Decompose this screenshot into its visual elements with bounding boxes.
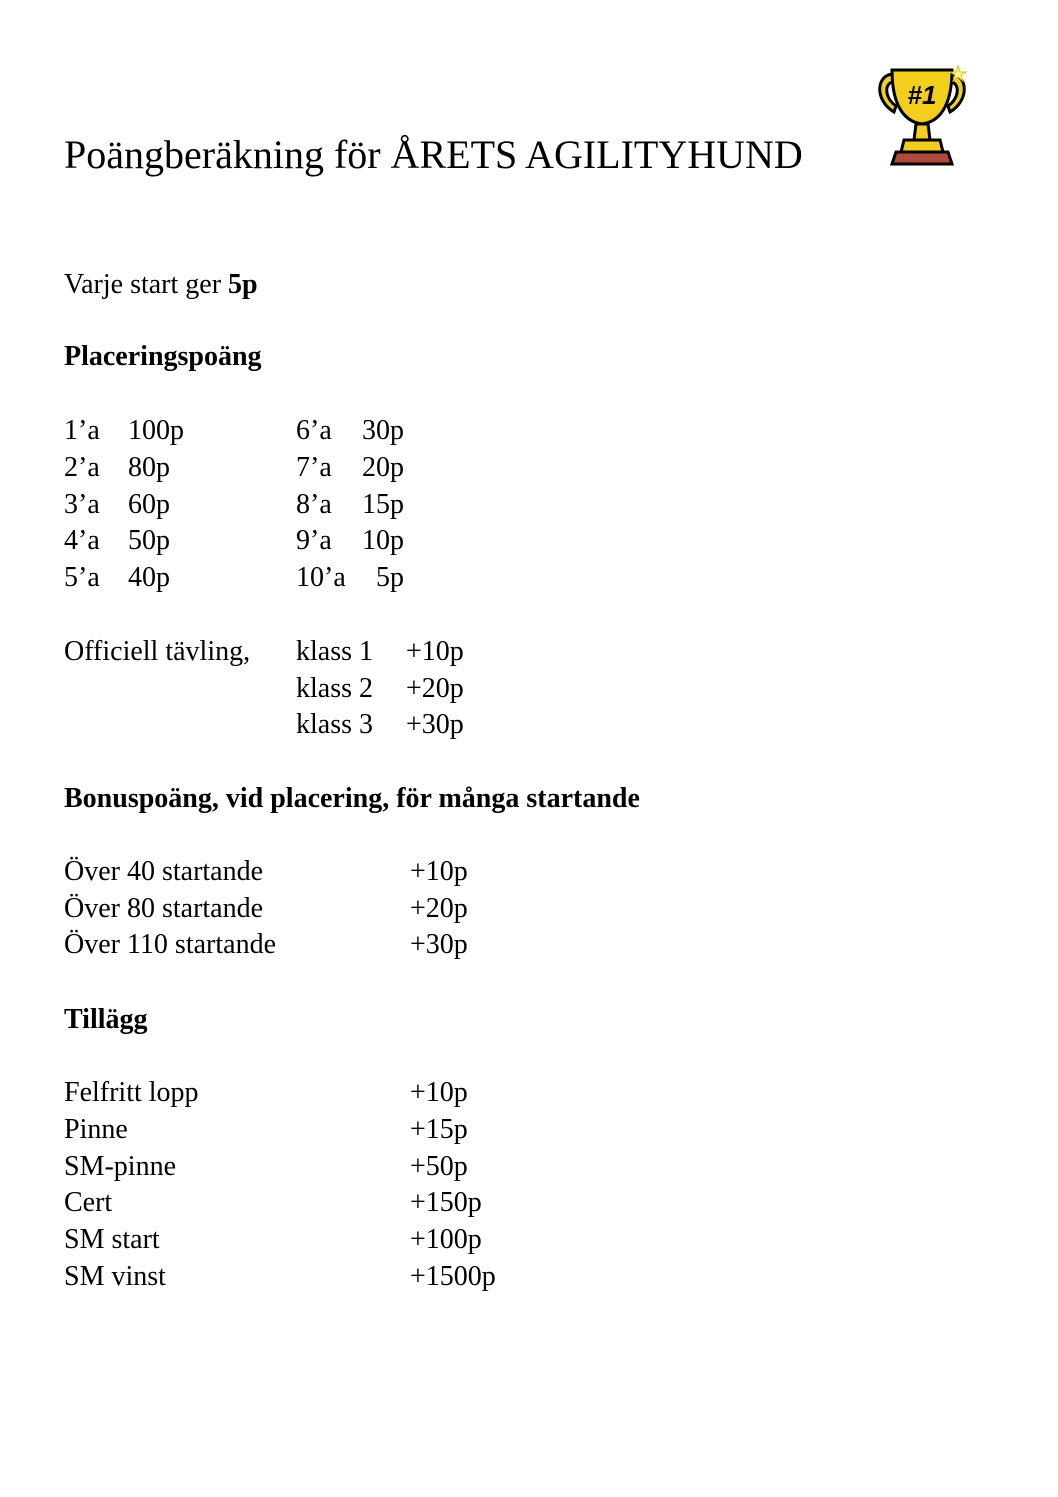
- place-label: 10’a: [296, 562, 346, 593]
- place-points: 15p: [362, 489, 404, 520]
- trophy-icon: [872, 60, 972, 170]
- official-label: Officiell tävling,: [64, 636, 251, 667]
- place-label: 9’a: [296, 525, 332, 556]
- page-title: Poängberäkning för ÅRETS AGILITYHUND: [64, 132, 803, 177]
- bonus-points: +20p: [410, 893, 468, 924]
- official-points: +20p: [406, 673, 464, 704]
- intro-value: 5p: [228, 269, 258, 300]
- official-points: +30p: [406, 709, 464, 740]
- place-points: 30p: [362, 415, 404, 446]
- addition-label: SM start: [64, 1224, 160, 1255]
- place-label: 6’a: [296, 415, 332, 446]
- bonus-label: Över 110 startande: [64, 929, 276, 960]
- official-class: klass 2: [296, 673, 373, 704]
- place-label: 1’a: [64, 415, 100, 446]
- addition-points: +1500p: [410, 1261, 496, 1292]
- placement-heading: Placeringspoäng: [64, 341, 262, 372]
- place-points: 20p: [362, 452, 404, 483]
- place-label: 8’a: [296, 489, 332, 520]
- place-label: 4’a: [64, 525, 100, 556]
- bonus-heading: Bonuspoäng, vid placering, för många startande: [64, 783, 640, 814]
- official-points: +10p: [406, 636, 464, 667]
- addition-points: +10p: [410, 1077, 468, 1108]
- place-points: 100p: [128, 415, 184, 446]
- official-class: klass 1: [296, 636, 373, 667]
- place-label: 7’a: [296, 452, 332, 483]
- place-points: 60p: [128, 489, 170, 520]
- addition-points: +50p: [410, 1151, 468, 1182]
- place-points: 50p: [128, 525, 170, 556]
- addition-label: SM-pinne: [64, 1151, 176, 1182]
- bonus-points: +10p: [410, 856, 468, 887]
- official-class: klass 3: [296, 709, 373, 740]
- addition-label: Pinne: [64, 1114, 128, 1145]
- bonus-label: Över 80 startande: [64, 893, 264, 924]
- place-points: 40p: [128, 562, 170, 593]
- intro-text: Varje start ger: [64, 269, 229, 300]
- addition-label: Felfritt lopp: [64, 1077, 199, 1108]
- additions-heading: Tillägg: [64, 1004, 148, 1035]
- place-points: 5p: [376, 562, 404, 593]
- addition-points: +100p: [410, 1224, 482, 1255]
- bonus-points: +30p: [410, 929, 468, 960]
- bonus-label: Över 40 startande: [64, 856, 264, 887]
- intro-line: [64, 268, 258, 302]
- addition-points: +150p: [410, 1187, 482, 1218]
- addition-label: Cert: [64, 1187, 113, 1218]
- addition-points: +15p: [410, 1114, 468, 1145]
- place-points: 80p: [128, 452, 170, 483]
- place-points: 10p: [362, 525, 404, 556]
- place-label: 5’a: [64, 562, 100, 593]
- place-label: 2’a: [64, 452, 100, 483]
- trophy-badge: #1: [907, 80, 937, 110]
- addition-label: SM vinst: [64, 1261, 166, 1292]
- place-label: 3’a: [64, 489, 100, 520]
